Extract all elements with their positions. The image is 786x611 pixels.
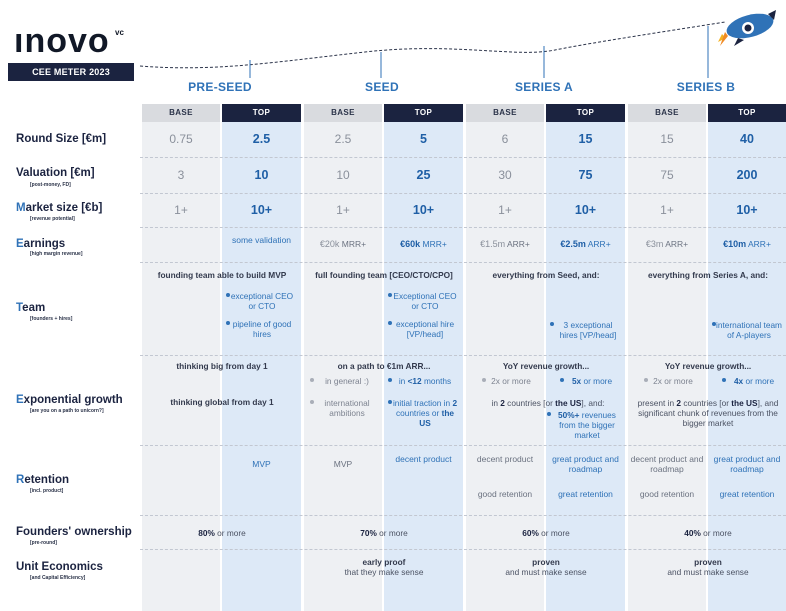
- row-divider: [140, 193, 786, 194]
- series-b-base-header: BASE: [628, 104, 706, 122]
- valuation-value: 10: [336, 168, 350, 182]
- ownership-value: 60% or more: [522, 528, 570, 538]
- retention-seed-top: decent product: [395, 454, 452, 464]
- growth-series-b-markets: present in 2 countries [or the US], and significant chunk of revenues from the bigger market: [637, 398, 779, 428]
- row-divider: [140, 445, 786, 446]
- row-label-valuation: Valuation [€m]: [16, 167, 95, 179]
- growth-preseed-line: thinking big from day 1: [176, 361, 268, 371]
- growth-seed-top-item: initial traction in 2 countries or the US: [392, 398, 458, 428]
- round-size-value: 2.5: [334, 132, 352, 146]
- valuation-value: 10: [254, 168, 269, 182]
- round-size-value: 0.75: [169, 132, 193, 146]
- team-series-a-header: everything from Seed, and:: [492, 270, 600, 280]
- growth-series-a-top-item: 50%+ revenues from the bigger market: [558, 410, 616, 440]
- row-label-team: Team: [16, 302, 46, 314]
- stage-title-series-a: SERIES A: [515, 80, 573, 94]
- growth-seed-top-item: in <12 months: [398, 376, 452, 386]
- valuation-value: 25: [416, 168, 431, 182]
- earnings-value: €60k MRR+: [400, 239, 447, 249]
- retention-seed-base: MVP: [333, 459, 353, 469]
- row-divider: [140, 262, 786, 263]
- stage-title-series-b: SERIES B: [676, 80, 736, 94]
- inovo-logo: ınovo vc: [14, 22, 124, 60]
- retention-series-a-top: great product and roadmap: [552, 454, 619, 474]
- growth-series-a-markets: in 2 countries [or the US], and:: [491, 398, 605, 408]
- team-seed-top-item: exceptional hire [VP/head]: [395, 319, 455, 339]
- row-sublabel-valuation: [post-money, FD]: [30, 182, 71, 188]
- row-sublabel-unit-economics: [and Capital Efficiency]: [30, 575, 86, 581]
- team-seed-header: full founding team [CEO/CTO/CPO]: [315, 270, 453, 280]
- row-label-earnings: Earnings: [16, 238, 66, 250]
- earnings-value: €1.5m ARR+: [480, 239, 530, 249]
- market-size-value: 10+: [574, 203, 597, 217]
- earnings-value: €20k MRR+: [319, 239, 367, 249]
- retention-series-b-base: good retention: [639, 489, 695, 499]
- seed-top-header: TOP: [384, 104, 463, 122]
- rocket-icon: [716, 8, 778, 48]
- row-sublabel-team: [founders + hires]: [30, 316, 73, 322]
- retention-series-b-top: great retention: [719, 489, 775, 499]
- growth-seed-header: on a path to €1m ARR...: [337, 361, 431, 371]
- earnings-value: €3m ARR+: [645, 239, 689, 249]
- team-preseed-header: founding team able to build MVP: [157, 270, 287, 280]
- row-sublabel-founders-ownership: [pre-round]: [30, 540, 57, 546]
- valuation-value: 75: [578, 168, 593, 182]
- row-label-round-size: Round Size [€m]: [16, 133, 107, 145]
- market-size-value: 10+: [412, 203, 435, 217]
- earnings-value: €2.5m ARR+: [560, 239, 611, 249]
- bullet-dot: [310, 400, 314, 404]
- cee-meter-badge: CEE METER 2023: [8, 63, 134, 81]
- valuation-value: 75: [660, 168, 674, 182]
- row-divider: [140, 515, 786, 516]
- growth-series-b-top-item: 4x or more: [733, 376, 775, 386]
- market-size-value: 10+: [736, 203, 758, 217]
- growth-seed-base-item: in general :): [325, 376, 369, 386]
- unit-economics-seed: early proof: [362, 557, 406, 567]
- growth-series-b-header: YoY revenue growth...: [664, 361, 752, 371]
- row-label-exponential-growth: Exponential growth: [16, 394, 123, 406]
- growth-preseed-line: thinking global from day 1: [170, 397, 274, 407]
- row-sublabel-retention: [incl. product]: [30, 488, 64, 494]
- stage-title-pre-seed: PRE-SEED: [188, 80, 252, 94]
- seed-base-header: BASE: [304, 104, 382, 122]
- round-size-value: 15: [578, 132, 593, 146]
- growth-series-a-header: YoY revenue growth...: [502, 361, 590, 371]
- market-size-value: 1+: [660, 203, 674, 217]
- ownership-value: 70% or more: [360, 528, 408, 538]
- unit-economics-series-b-note: and must make sense: [667, 567, 749, 577]
- growth-series-a-base-item: 2x or more: [491, 376, 531, 386]
- unit-economics-series-a-note: and must make sense: [505, 567, 587, 577]
- row-label-unit-economics: Unit Economics: [16, 561, 103, 573]
- row-divider: [140, 227, 786, 228]
- market-size-value: 1+: [336, 203, 350, 217]
- round-size-value: 40: [740, 132, 754, 146]
- round-size-value: 6: [501, 132, 509, 146]
- team-preseed-top-item: exceptional CEO or CTO: [230, 291, 294, 311]
- pre-seed-base-header: BASE: [142, 104, 220, 122]
- row-label-retention: Retention: [16, 474, 70, 486]
- row-label-founders-ownership: Founders' ownership: [16, 526, 132, 538]
- round-size-value: 2.5: [252, 132, 271, 146]
- pre-seed-top-header: TOP: [222, 104, 301, 122]
- market-size-value: 10+: [250, 203, 273, 217]
- row-divider: [140, 549, 786, 550]
- row-divider: [140, 355, 786, 356]
- retention-series-b-top: great product and roadmap: [713, 454, 781, 474]
- valuation-value: 200: [736, 168, 758, 182]
- row-divider: [140, 157, 786, 158]
- dashed-wave-decoration: [135, 0, 735, 80]
- team-series-b-header: everything from Series A, and:: [647, 270, 769, 280]
- unit-economics-series-b: proven: [694, 557, 722, 567]
- series-a-top-header: TOP: [546, 104, 625, 122]
- valuation-value: 30: [498, 168, 512, 182]
- team-seed-top-item: Exceptional CEO or CTO: [393, 291, 457, 311]
- series-b-top-header: TOP: [708, 104, 786, 122]
- earnings-preseed-top: some validation: [231, 235, 292, 245]
- row-sublabel-market-size: [revenue potential]: [30, 216, 75, 222]
- bullet-dot: [550, 322, 554, 326]
- valuation-value: 3: [177, 168, 185, 182]
- growth-series-a-top-item: 5x or more: [571, 376, 613, 386]
- row-label-market-size: Market size [€b]: [16, 202, 103, 214]
- row-sublabel-exponential-growth: [are you on a path to unicorn?]: [30, 408, 104, 414]
- team-series-b-top-item: international team of A-players: [716, 320, 782, 340]
- series-a-base-header: BASE: [466, 104, 544, 122]
- growth-seed-base-item: international ambitions: [324, 398, 370, 418]
- team-series-a-top-item: 3 exceptional hires [VP/head]: [559, 320, 617, 340]
- row-sublabel-earnings: [high margin revenue]: [30, 251, 83, 257]
- market-size-value: 1+: [498, 203, 512, 217]
- ownership-value: 40% or more: [684, 528, 732, 538]
- round-size-value: 15: [660, 132, 674, 146]
- unit-economics-seed-note: that they make sense: [344, 567, 424, 577]
- ownership-value: 80% or more: [198, 528, 246, 538]
- round-size-value: 5: [420, 132, 427, 146]
- retention-series-a-base: decent product: [476, 454, 534, 464]
- retention-preseed-top: MVP: [252, 459, 271, 469]
- stage-title-seed: SEED: [365, 80, 399, 94]
- team-preseed-top-item: pipeline of good hires: [232, 319, 292, 339]
- retention-series-a-top: great retention: [558, 489, 613, 499]
- market-size-value: 1+: [174, 203, 188, 217]
- earnings-value: €10m ARR+: [723, 239, 771, 249]
- retention-series-b-base: decent product and roadmap: [630, 454, 704, 474]
- growth-series-b-base-item: 2x or more: [653, 376, 693, 386]
- retention-series-a-base: good retention: [477, 489, 533, 499]
- bullet-dot: [310, 378, 314, 382]
- unit-economics-series-a: proven: [532, 557, 560, 567]
